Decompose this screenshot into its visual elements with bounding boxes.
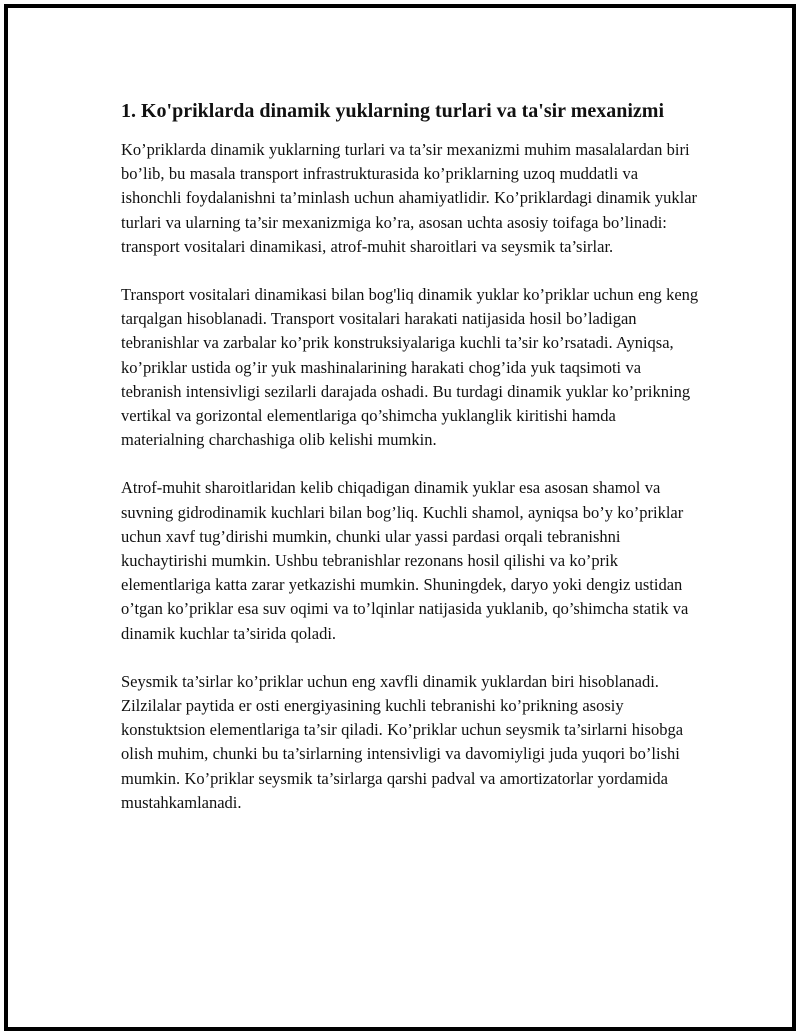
paragraph-transport: Transport vositalari dinamikasi bilan bog'liq dinamik yuklar ko’priklar uchun eng keng tarqalgan hisoblanadi. Transport vositalari harakati natijasida hosil bo’ladigan tebranishlar va zarbalar ko’prik konstruksiyalariga kuchli ta’sir ko’rsatadi. Ayniqsa, ko’priklar ustida og’ir yuk mashinalarining harakati chog’ida yuk taqsimoti va tebranish intensivligi sezilarli darajada oshadi. Bu turdagi dinamik yuklar ko’prikning vertikal va gorizontal elementlariga qo’shimcha yuklanglik kiritishi hamda materialning charchashiga olib kelishi mumkin. — [121, 285, 699, 450]
document-content — [121, 98, 701, 839]
page-frame — [4, 4, 796, 1031]
paragraph-seismic: Seysmik ta’sirlar ko’priklar uchun eng xavfli dinamik yuklardan biri hisoblanadi. Zilzilalar paytida er osti energiyasining kuchli tebranishi ko’prikning asosiy konstuktsion elementlariga ta’sir qiladi. Ko’priklar uchun seysmik ta’sirlarni hisobga olish muhim, chunki bu ta’sirlarning intensivligi va davomiyligi juda yuqori bo’lishi mumkin. Ko’priklar seysmik ta’sirlarga qarshi padval va amortizatorlar yordamida mustahkamlanadi. — [121, 671, 684, 812]
section-heading: 1. Ko'priklarda dinamik yuklarning turlari va ta'sir mexanizmi — [121, 100, 665, 122]
paragraph-environment: Atrof-muhit sharoitlaridan kelib chiqadigan dinamik yuklar esa asosan shamol va suvning gidrodinamik kuchlari bilan bog’liq. Kuchli shamol, ayniqsa bo’y ko’priklar uchun xavf tug’dirishi mumkin, chunki ular yassi pardasi orqali tebranishni kuchaytirishi mumkin. Ushbu tebranishlar rezonans hosil qilishi va ko’prik elementlariga katta zarar yetkazishi mumkin. Shuningdek, daryo yoki dengiz ustidan o’tgan ko’priklar esa suv oqimi va to’lqinlar natijasida yuklanib, qo’shimcha statik va dinamik kuchlar ta’sirida qoladi. — [121, 478, 689, 643]
paragraph-intro: Ko’priklarda dinamik yuklarning turlari va ta’sir mexanizmi muhim masalalardan biri bo’lib, bu masala transport infrastrukturasida ko’priklarning uzoq muddatli va ishonchli foydalanishni ta’minlash uchun ahamiyatlidir. Ko’priklardagi dinamik yuklar turlari va ularning ta’sir mexanizmiga ko’ra, asosan uchta asosiy toifaga bo’linadi: transport vositalari dinamikasi, atrof-muhit sharoitlari va seysmik ta’sirlar. — [121, 140, 698, 256]
